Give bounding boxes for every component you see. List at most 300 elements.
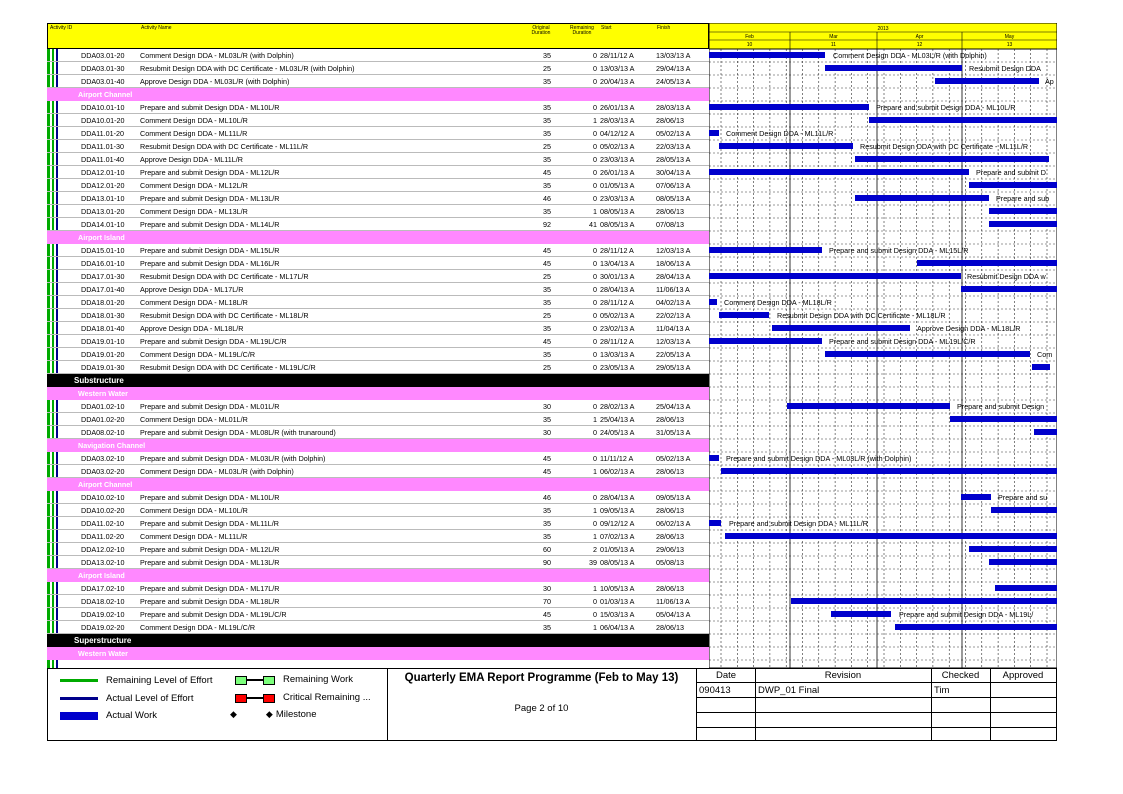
activity-id: DDA03.01-40 <box>81 77 125 86</box>
remaining-duration: 0 <box>593 129 597 138</box>
start-date: 23/03/13 A <box>600 155 635 164</box>
finish-date: 28/04/13 A <box>656 272 691 281</box>
original-duration: 35 <box>543 415 551 424</box>
gantt-bar <box>961 286 1057 292</box>
remaining-duration: 0 <box>593 285 597 294</box>
table-row <box>47 582 709 595</box>
activity-name: Comment Design DDA - ML10L/R <box>140 506 248 515</box>
timescale-period: 11 <box>830 42 837 48</box>
activity-id: DDA11.02-10 <box>81 519 125 528</box>
revision-header-checked: Checked <box>941 670 980 681</box>
activity-name: Prepare and submit Design DDA - ML10L/R <box>140 493 280 502</box>
remaining-duration: 41 <box>589 220 597 229</box>
activity-name: Comment Design DDA - ML19L/C/R <box>140 350 256 359</box>
activity-id: DDA17.01-30 <box>81 272 125 281</box>
finish-date: 22/05/13 A <box>656 350 691 359</box>
start-date: 24/05/13 A <box>600 428 635 437</box>
finish-date: 11/04/13 A <box>656 324 690 333</box>
start-date: 08/05/13 A <box>600 207 635 216</box>
activity-id: DDA12.01-10 <box>81 168 125 177</box>
gantt-bar <box>989 559 1057 565</box>
legend-remaining-work <box>235 674 353 685</box>
report-title: Quarterly EMA Report Programme (Feb to May 13) <box>404 672 679 684</box>
start-date: 13/03/13 A <box>600 350 635 359</box>
header-finish: Finish <box>657 25 671 31</box>
start-date: 15/03/13 A <box>600 610 635 619</box>
gantt-bar <box>935 78 1039 84</box>
finish-date: 28/06/13 <box>656 532 684 541</box>
original-duration: 25 <box>543 363 551 372</box>
gantt-bar <box>709 52 825 58</box>
revision-name: DWP_01 Final <box>758 685 820 696</box>
gantt-bar-label: Resubmit Design DDA with DC Certificate - ML18L/R <box>777 311 946 320</box>
remaining-duration: 0 <box>593 337 597 346</box>
gantt-bar <box>825 65 962 71</box>
activity-id: DDA12.02-10 <box>81 545 125 554</box>
original-duration: 45 <box>543 259 551 268</box>
table-row <box>47 621 709 634</box>
gantt-bar <box>709 338 822 344</box>
activity-id: DDA13.01-20 <box>81 207 125 216</box>
original-duration: 70 <box>543 597 551 606</box>
group-row <box>47 387 709 400</box>
activity-id: DDA08.02-10 <box>81 428 125 437</box>
remaining-duration: 0 <box>593 298 597 307</box>
gantt-bar <box>895 624 1057 630</box>
table-row <box>47 153 709 166</box>
start-date: 13/04/13 A <box>600 259 635 268</box>
gantt-bar <box>869 117 1057 123</box>
activity-name: Prepare and submit Design DDA - ML13L/R <box>140 194 280 203</box>
header-remaining-duration: Remaining Duration <box>570 25 594 36</box>
activity-id: DDA10.01-10 <box>81 103 125 112</box>
gantt-bar <box>719 312 769 318</box>
finish-date: 25/04/13 A <box>656 402 691 411</box>
gantt-bar-label: Prepare and submit Design DDA - ML10L/R <box>876 103 1016 112</box>
activity-id: DDA03.01-20 <box>81 51 125 60</box>
remaining-duration: 0 <box>593 77 597 86</box>
gantt-bar <box>709 520 721 526</box>
start-date: 11/11/12 A <box>600 454 634 463</box>
gantt-bar <box>719 143 853 149</box>
section-row <box>47 374 709 387</box>
timescale-month: May <box>1004 34 1015 40</box>
revision-header-date: Date <box>715 670 737 681</box>
gantt-bar-label: Prepare and submit Design DDA - ML03L/R (with Dolphin) <box>726 454 912 463</box>
activity-id: DDA03.02-10 <box>81 454 125 463</box>
activity-id: DDA19.01-30 <box>81 363 125 372</box>
gantt-bar <box>989 208 1057 214</box>
activity-name: Comment Design DDA - ML03L/R (with Dolphin) <box>140 51 294 60</box>
activity-id: DDA17.02-10 <box>81 584 125 593</box>
gantt-bar <box>969 182 1057 188</box>
gantt-bar-label: Resubmit Design DDA w <box>967 272 1046 281</box>
gantt-bar-label: Prepare and submit Design DDA - ML19L/ <box>899 610 1034 619</box>
original-duration: 35 <box>543 298 551 307</box>
start-date: 28/11/12 A <box>600 337 634 346</box>
activity-name: Approve Design DDA - ML17L/R <box>140 285 244 294</box>
gantt-bar-label: Comment Design DDA - ML11L/R <box>726 129 834 138</box>
original-duration: 25 <box>543 272 551 281</box>
remaining-duration: 39 <box>589 558 597 567</box>
start-date: 30/01/13 A <box>600 272 635 281</box>
finish-date: 22/02/13 A <box>656 311 691 320</box>
finish-date: 07/08/13 <box>656 220 684 229</box>
remaining-duration: 0 <box>593 194 597 203</box>
activity-name: Prepare and submit Design DDA - ML10L/R <box>140 103 280 112</box>
remaining-duration: 0 <box>593 428 597 437</box>
legend-actual-loe <box>60 693 194 704</box>
gantt-bar <box>1034 429 1057 435</box>
table-row <box>47 49 709 62</box>
group-label: Airport Island <box>78 571 125 580</box>
gantt-bar <box>995 585 1057 591</box>
group-label: Airport Island <box>78 233 125 242</box>
gantt-bar <box>961 494 991 500</box>
remaining-duration: 0 <box>593 181 597 190</box>
gantt-bar <box>950 416 1057 422</box>
original-duration: 35 <box>543 51 551 60</box>
original-duration: 35 <box>543 103 551 112</box>
table-row <box>47 127 709 140</box>
gantt-bar <box>721 468 1057 474</box>
gantt-bar-label: Prepare and submit Design DDA - ML15L/R <box>829 246 969 255</box>
start-date: 23/05/13 A <box>600 363 635 372</box>
gantt-bar <box>1032 364 1050 370</box>
remaining-duration: 0 <box>593 324 597 333</box>
gantt-bar-label: Prepare and sub <box>996 194 1050 203</box>
activity-name: Prepare and submit Design DDA - ML11L/R <box>140 519 279 528</box>
activity-name: Prepare and submit Design DDA - ML17L/R <box>140 584 280 593</box>
table-row <box>47 465 709 478</box>
table-row <box>47 426 709 439</box>
activity-name: Prepare and submit Design DDA - ML15L/R <box>140 246 280 255</box>
start-date: 09/05/13 A <box>600 506 635 515</box>
table-row <box>47 530 709 543</box>
section-row <box>47 634 709 647</box>
original-duration: 35 <box>543 181 551 190</box>
gantt-bar-label: Prepare and submit D <box>976 168 1046 177</box>
original-duration: 35 <box>543 324 551 333</box>
original-duration: 35 <box>543 129 551 138</box>
original-duration: 45 <box>543 467 551 476</box>
gantt-bar <box>991 507 1057 513</box>
table-row <box>47 595 709 608</box>
activity-name: Approve Design DDA - ML03L/R (with Dolphin) <box>140 77 290 86</box>
finish-date: 05/02/13 A <box>656 454 691 463</box>
activity-name: Prepare and submit Design DDA - ML13L/R <box>140 558 280 567</box>
original-duration: 45 <box>543 246 551 255</box>
timescale-period: 12 <box>916 42 923 48</box>
activity-name: Resubmit Design DDA with DC Certificate - ML19L/C/R <box>140 363 316 372</box>
start-date: 06/02/13 A <box>600 467 635 476</box>
table-row <box>47 400 709 413</box>
table-header <box>47 23 709 49</box>
remaining-duration: 0 <box>593 142 597 151</box>
activity-id: DDA19.02-10 <box>81 610 125 619</box>
table-row <box>47 270 709 283</box>
start-date: 26/01/13 A <box>600 168 635 177</box>
activity-id: DDA03.02-20 <box>81 467 125 476</box>
gantt-bar-label: Prepare and submit Design <box>957 402 1045 411</box>
legend-milestone-label: Milestone <box>275 709 317 720</box>
legend-remaining-loe <box>60 675 213 686</box>
finish-date: 13/03/13 A <box>656 51 691 60</box>
activity-name: Comment Design DDA - ML12L/R <box>140 181 248 190</box>
original-duration: 30 <box>543 402 551 411</box>
finish-date: 05/02/13 A <box>656 129 691 138</box>
gantt-bar-label: Comment Design DDA - ML03L/R (with Dolphin) <box>833 51 987 60</box>
activity-id: DDA12.01-20 <box>81 181 125 190</box>
table-row <box>47 257 709 270</box>
table-row <box>47 556 709 569</box>
revision-header-revision: Revision <box>824 670 862 681</box>
activity-id: DDA13.01-10 <box>81 194 125 203</box>
original-duration: 35 <box>543 285 551 294</box>
table-row <box>47 452 709 465</box>
table-row <box>47 296 709 309</box>
activity-id: DDA15.01-10 <box>81 246 125 255</box>
activity-name: Comment Design DDA - ML11L/R <box>140 129 248 138</box>
start-date: 04/12/12 A <box>600 129 635 138</box>
table-row <box>47 413 709 426</box>
finish-date: 30/04/13 A <box>656 168 691 177</box>
legend-critical-remaining <box>235 692 371 703</box>
remaining-duration: 0 <box>593 610 597 619</box>
remaining-duration: 0 <box>593 246 597 255</box>
remaining-duration: 0 <box>593 350 597 359</box>
group-row <box>47 478 709 491</box>
original-duration: 25 <box>543 311 551 320</box>
table-row <box>47 205 709 218</box>
schedule-sheet <box>47 23 1057 741</box>
activity-name: Comment Design DDA - ML13L/R <box>140 207 248 216</box>
start-date: 28/02/13 A <box>600 402 635 411</box>
gantt-bar-label: Prepare and su <box>998 493 1048 502</box>
finish-date: 28/06/13 <box>656 116 684 125</box>
group-row <box>47 569 709 582</box>
table-row <box>47 179 709 192</box>
activity-name: Prepare and submit Design DDA - ML08L/R (with trunaround) <box>140 428 336 437</box>
gantt-bar <box>709 299 717 305</box>
start-date: 26/01/13 A <box>600 103 635 112</box>
remaining-duration: 0 <box>593 168 597 177</box>
original-duration: 45 <box>543 168 551 177</box>
start-date: 01/05/13 A <box>600 181 635 190</box>
gantt-bar <box>709 273 961 279</box>
activity-id: DDA18.01-20 <box>81 298 125 307</box>
gantt-bar <box>709 247 822 253</box>
remaining-duration: 0 <box>593 311 597 320</box>
activity-id: DDA14.01-10 <box>81 220 125 229</box>
original-duration: 25 <box>543 142 551 151</box>
activity-id: DDA18.01-30 <box>81 311 125 320</box>
gantt-bar <box>709 169 969 175</box>
start-date: 20/04/13 A <box>600 77 635 86</box>
activity-id: DDA03.01-30 <box>81 64 125 73</box>
remaining-duration: 1 <box>593 506 597 515</box>
finish-date: 28/05/13 A <box>656 155 691 164</box>
remaining-duration: 0 <box>593 363 597 372</box>
gantt-bar-label: Resubmit Design DDA with DC Certificate - ML11L/R <box>860 142 1029 151</box>
start-date: 05/02/13 A <box>600 142 635 151</box>
activity-name: Comment Design DDA - ML18L/R <box>140 298 248 307</box>
legend-actual-loe-label: Actual Level of Effort <box>106 693 194 704</box>
activity-id: DDA19.01-20 <box>81 350 125 359</box>
group-row <box>47 231 709 244</box>
gantt-bar <box>709 130 719 136</box>
gantt-bar <box>855 195 989 201</box>
activity-id: DDA11.01-30 <box>81 142 125 151</box>
gantt-bar <box>772 325 910 331</box>
finish-date: 28/06/13 <box>656 506 684 515</box>
activity-name: Prepare and submit Design DDA - ML16L/R <box>140 259 280 268</box>
remaining-duration: 0 <box>593 64 597 73</box>
revision-date: 090413 <box>699 685 731 696</box>
finish-date: 29/05/13 A <box>656 363 691 372</box>
group-label: Navigation Channel <box>78 441 146 450</box>
gantt-bar <box>709 104 869 110</box>
gantt-bar-label: Comment Design DDA - ML18L/R <box>724 298 832 307</box>
start-date: 28/04/13 A <box>600 285 635 294</box>
remaining-duration: 0 <box>593 103 597 112</box>
table-row <box>47 101 709 114</box>
activity-id: DDA11.01-20 <box>81 129 125 138</box>
start-date: 07/02/13 A <box>600 532 635 541</box>
start-date: 28/11/12 A <box>600 51 634 60</box>
table-row <box>47 517 709 530</box>
original-duration: 35 <box>543 116 551 125</box>
group-row <box>47 647 709 660</box>
original-duration: 30 <box>543 428 551 437</box>
activity-name: Prepare and submit Design DDA - ML03L/R (with Dolphin) <box>140 454 326 463</box>
remaining-duration: 0 <box>593 519 597 528</box>
activity-name: Prepare and submit Design DDA - ML14L/R <box>140 220 280 229</box>
original-duration: 45 <box>543 610 551 619</box>
activity-id: DDA10.01-20 <box>81 116 125 125</box>
original-duration: 92 <box>543 220 551 229</box>
finish-date: 09/05/13 A <box>656 493 691 502</box>
start-date: 28/04/13 A <box>600 493 635 502</box>
activity-name: Approve Design DDA - ML18L/R <box>140 324 244 333</box>
remaining-duration: 1 <box>593 207 597 216</box>
remaining-duration: 1 <box>593 415 597 424</box>
remaining-duration: 0 <box>593 259 597 268</box>
finish-date: 12/03/13 A <box>656 246 691 255</box>
remaining-duration: 1 <box>593 623 597 632</box>
activity-name: Approve Design DDA - ML11L/R <box>140 155 243 164</box>
original-duration: 35 <box>543 519 551 528</box>
activity-id: DDA18.01-40 <box>81 324 125 333</box>
revision-table <box>697 669 1056 740</box>
finish-date: 28/06/13 <box>656 623 684 632</box>
legend-remaining-loe-label: Remaining Level of Effort <box>106 675 213 686</box>
original-duration: 25 <box>543 64 551 73</box>
original-duration: 35 <box>543 623 551 632</box>
gantt-bar <box>831 611 891 617</box>
activity-id: DDA01.02-20 <box>81 415 125 424</box>
remaining-duration: 0 <box>593 597 597 606</box>
remaining-duration: 0 <box>593 402 597 411</box>
legend-milestone: ◆ ◆ Milestone <box>230 709 317 720</box>
start-date: 09/12/12 A <box>600 519 635 528</box>
header-start: Start <box>601 25 612 31</box>
activity-name: Resubmit Design DDA with DC Certificate - ML17L/R <box>140 272 309 281</box>
timescale-period: 10 <box>746 42 753 48</box>
start-date: 13/03/13 A <box>600 64 635 73</box>
finish-date: 29/04/13 A <box>656 64 691 73</box>
table-row <box>47 335 709 348</box>
section-label: Substructure <box>74 376 124 385</box>
legend-actual-work-label: Actual Work <box>106 710 158 721</box>
finish-date: 28/06/13 <box>656 584 684 593</box>
page-number: Page 2 of 10 <box>514 703 569 714</box>
original-duration: 35 <box>543 207 551 216</box>
activity-id: DDA11.01-40 <box>81 155 125 164</box>
revision-checked: Tim <box>934 685 950 696</box>
original-duration: 46 <box>543 493 551 502</box>
remaining-duration: 2 <box>593 545 597 554</box>
finish-date: 04/02/13 A <box>656 298 691 307</box>
group-label: Western Water <box>78 389 128 398</box>
gantt-bar <box>787 403 950 409</box>
activity-id: DDA18.02-10 <box>81 597 125 606</box>
gantt-chart <box>709 23 1057 668</box>
activity-name: Prepare and submit Design DDA - ML01L/R <box>140 402 280 411</box>
original-duration: 35 <box>543 532 551 541</box>
activity-name: Comment Design DDA - ML11L/R <box>140 532 248 541</box>
group-label: Western Water <box>78 649 128 658</box>
gantt-bar <box>709 455 719 461</box>
gantt-bar <box>917 260 1057 266</box>
finish-date: 11/06/13 A <box>656 285 690 294</box>
original-duration: 45 <box>543 454 551 463</box>
section-label: Superstructure <box>74 636 132 645</box>
finish-date: 05/04/13 A <box>656 610 691 619</box>
activity-id: DDA10.02-10 <box>81 493 125 502</box>
start-date: 28/03/13 A <box>600 116 635 125</box>
finish-date: 28/06/13 <box>656 207 684 216</box>
timescale-month: Mar <box>829 34 838 40</box>
gantt-bar-label: Approve Design DDA - ML18L/R <box>917 324 1021 333</box>
table-row <box>47 283 709 296</box>
table-row <box>47 309 709 322</box>
table-row <box>47 62 709 75</box>
finish-date: 08/05/13 A <box>656 194 691 203</box>
activity-name: Resubmit Design DDA with DC Certificate - ML03L/R (with Dolphin) <box>140 64 355 73</box>
group-row <box>47 88 709 101</box>
activity-name: Resubmit Design DDA with DC Certificate - ML18L/R <box>140 311 309 320</box>
start-date: 01/03/13 A <box>600 597 635 606</box>
legend-panel <box>47 668 1057 741</box>
header-activity-name: Activity Name <box>141 25 172 31</box>
finish-date: 28/06/13 <box>656 415 684 424</box>
finish-date: 28/06/13 <box>656 467 684 476</box>
table-row <box>47 75 709 88</box>
start-date: 01/05/13 A <box>600 545 635 554</box>
finish-date: 12/03/13 A <box>656 337 691 346</box>
table-row <box>47 114 709 127</box>
table-row <box>47 608 709 621</box>
remaining-duration: 0 <box>593 51 597 60</box>
gantt-bar-label: Ap <box>1045 77 1054 86</box>
gantt-bar-label: Prepare and submit Design DDA - ML19L/C/R <box>829 337 976 346</box>
activity-id: DDA16.01-10 <box>81 259 125 268</box>
remaining-duration: 1 <box>593 532 597 541</box>
remaining-duration: 0 <box>593 454 597 463</box>
remaining-duration: 0 <box>593 155 597 164</box>
start-date: 08/05/13 A <box>600 220 635 229</box>
